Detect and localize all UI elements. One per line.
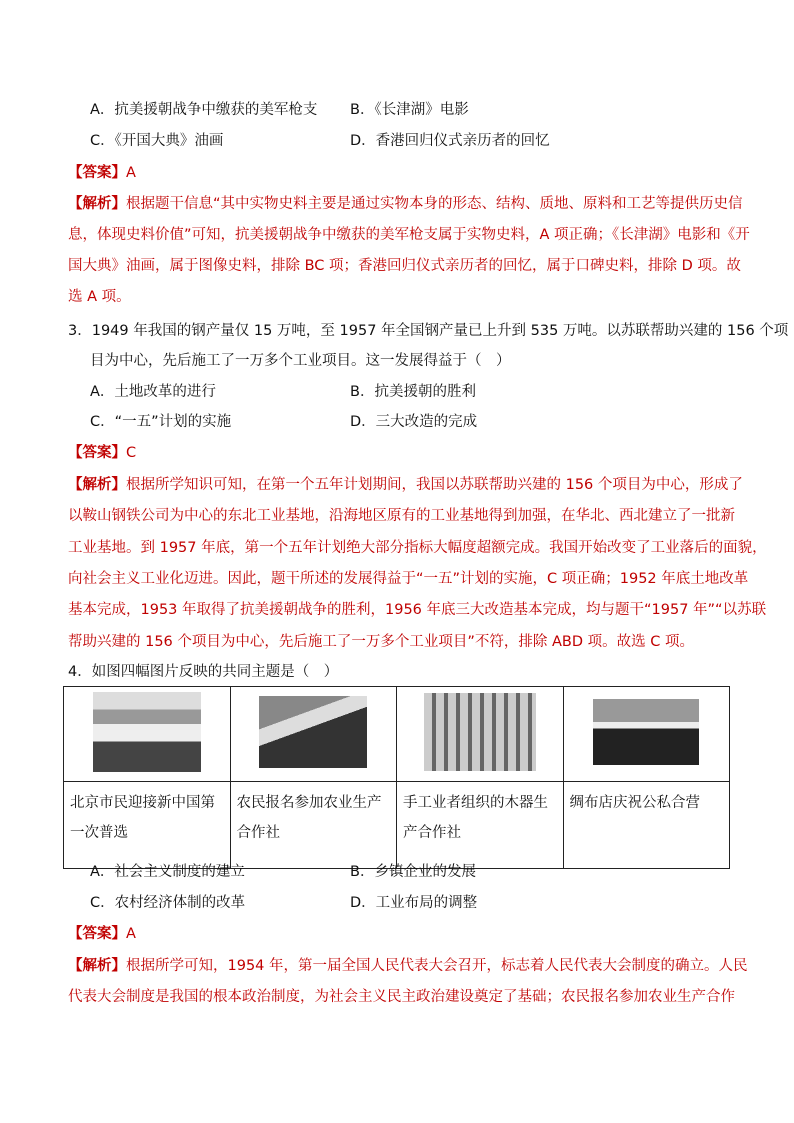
picture-cell-2	[230, 687, 397, 782]
q4-answer	[68, 924, 728, 944]
q3-analysis-line-6: 帮助兴建的 156 个项目为中心，先后施工了一万多个工业项目”不符，排除 ABD 项。故选 C 项。	[68, 634, 694, 650]
photo-silk-shop-celebration	[593, 699, 699, 765]
q4-analysis-line-2: 代表大会制度是我国的根本政治制度，为社会主义民主政治建设奠定了基础；农民报名参加农业生产合作	[68, 989, 735, 1005]
picture-caption-1: 北京市民迎接新中国第一次普选	[64, 782, 231, 869]
q4-option-a: A．社会主义制度的建立	[90, 864, 245, 880]
q4-option-c: C．农村经济体制的改革	[90, 895, 246, 911]
q2-option-d: D．香港回归仪式亲历者的回忆	[350, 133, 550, 149]
picture-cell-1	[64, 687, 231, 782]
analysis-text: 根据所学知识可知，在第一个五年计划期间，我国以苏联帮助兴建的 156 个项目为中心，形成了	[126, 477, 743, 493]
q3-analysis-line-3: 工业基地。到 1957 年底，第一个五年计划绝大部分指标大幅度超额完成。我国开始改变了工业落后的面貌，	[68, 540, 767, 556]
q3-option-a: A．土地改革的进行	[90, 384, 216, 400]
q3-analysis-line-1	[68, 475, 743, 495]
analysis-tag: 【解析】	[68, 196, 126, 212]
answer-tag: 【答案】	[68, 165, 126, 181]
q2-analysis-line-2: 息，体现史料价值”可知，抗美援朝战争中缴获的美军枪支属于实物史料，A 项正确；《长津湖》电影和《开	[68, 227, 750, 243]
analysis-text: 根据题干信息“其中实物史料主要是通过实物本身的形态、结构、质地、原料和工艺等提供历史信	[126, 196, 743, 212]
q3-option-b: B．抗美援朝的胜利	[350, 384, 476, 400]
q2-analysis-line-1	[68, 194, 743, 214]
picture-caption-3: 手工业者组织的木器生产合作社	[397, 782, 564, 869]
photo-farmers-registering	[259, 696, 367, 768]
analysis-text: 根据所学可知，1954 年，第一届全国人民代表大会召开，标志着人民代表大会制度的确立。人民	[126, 958, 748, 974]
answer-tag: 【答案】	[68, 926, 126, 942]
q2-option-c: C．《开国大典》油画	[90, 133, 224, 149]
answer-value: A	[126, 926, 136, 942]
q4-option-d: D．工业布局的调整	[350, 895, 478, 911]
answer-value: C	[126, 445, 137, 461]
q2-answer	[68, 163, 728, 183]
q4-option-b: B．乡镇企业的发展	[350, 864, 476, 880]
picture-cell-4	[563, 687, 730, 782]
picture-caption-4: 绸布店庆祝公私合营	[563, 782, 730, 869]
q4-analysis-line-1	[68, 956, 748, 976]
q2-option-a: A．抗美援朝战争中缴获的美军枪支	[90, 102, 318, 118]
q2-option-b: B．《长津湖》电影	[350, 102, 469, 118]
q2-analysis-line-4: 选 A 项。	[68, 289, 131, 305]
q3-option-d: D．三大改造的完成	[350, 414, 478, 430]
q2-analysis-line-3: 国大典》油画，属于图像史料，排除 BC 项；香港回归仪式亲历者的回忆，属于口碑史料，排除 D 项。故	[68, 258, 741, 274]
answer-value: A	[126, 165, 136, 181]
q4-stem: 4．如图四幅图片反映的共同主题是（ ）	[68, 664, 339, 680]
q3-stem-line-2: 目为中心，先后施工了一万多个工业项目。这一发展得益于（ ）	[90, 353, 511, 369]
photo-election-crowd	[93, 692, 201, 772]
q3-option-c: C．“一五”计划的实施	[90, 414, 232, 430]
q3-analysis-line-5: 基本完成，1953 年取得了抗美援朝战争的胜利，1956 年底三大改造基本完成，均与题干“1957 年”“以苏联	[68, 602, 767, 618]
q3-analysis-line-2: 以鞍山钢铁公司为中心的东北工业基地，沿海地区原有的工业基地得到加强，在华北、西北建立了一批新	[68, 508, 735, 524]
picture-cell-3	[397, 687, 564, 782]
photo-woodwork-cooperative	[424, 693, 536, 771]
picture-caption-2: 农民报名参加农业生产合作社	[230, 782, 397, 869]
q4-picture-table	[63, 686, 730, 869]
answer-tag: 【答案】	[68, 445, 126, 461]
analysis-tag: 【解析】	[68, 477, 126, 493]
q3-answer	[68, 443, 728, 463]
analysis-tag: 【解析】	[68, 958, 126, 974]
q3-analysis-line-4: 向社会主义工业化迈进。因此，题干所述的发展得益于“一五”计划的实施，C 项正确；1952 年底土地改革	[68, 571, 749, 587]
q3-stem-line-1: 3．1949 年我国的钢产量仅 15 万吨，至 1957 年全国钢产量已上升到 535 万吨。以苏联帮助兴建的 156 个项	[68, 323, 789, 339]
